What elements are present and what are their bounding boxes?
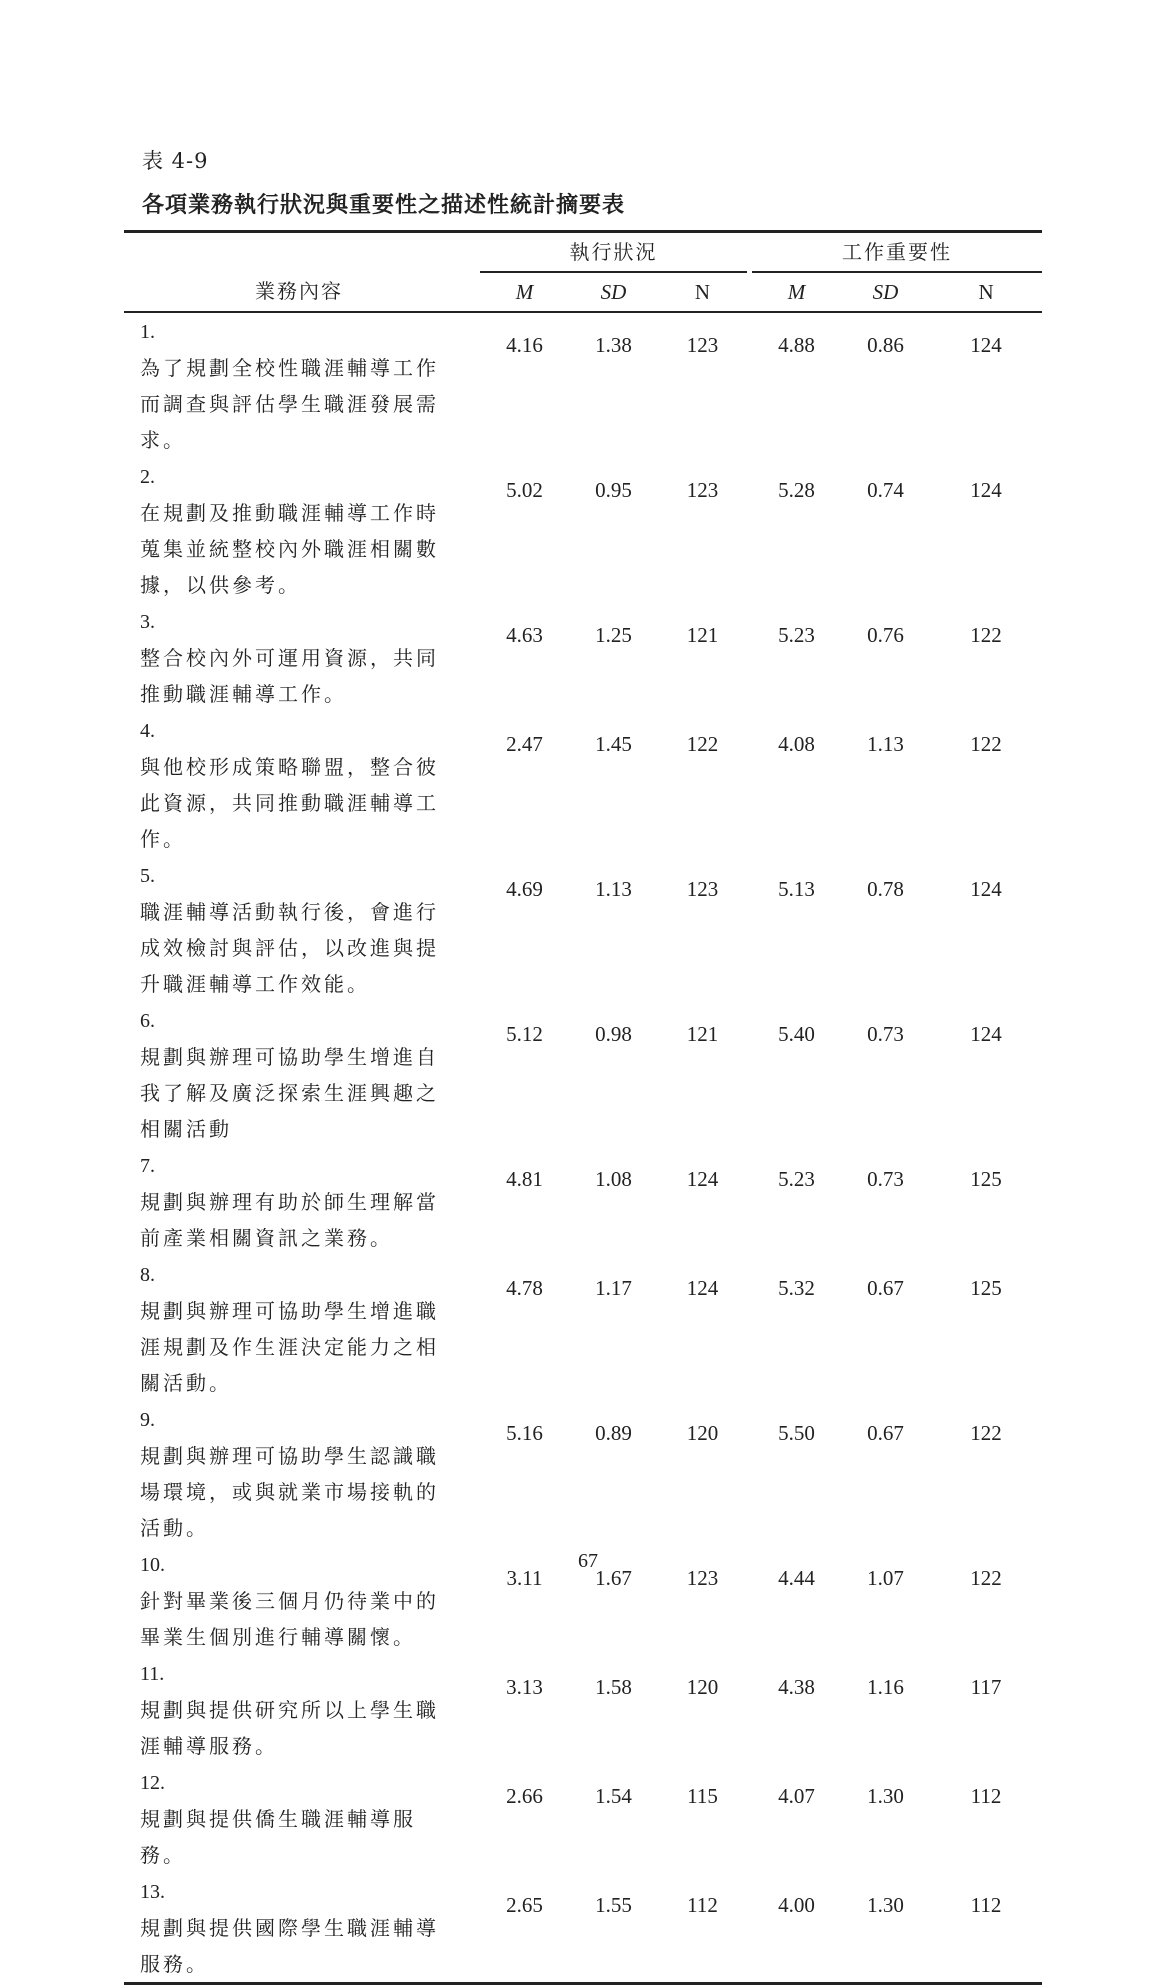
table-title: 各項業務執行狀況與重要性之描述性統計摘要表 [142,192,626,218]
item-cell [124,1002,474,1147]
exec-m-value: 4.81 [506,1167,543,1191]
exec-sd-value: 1.45 [595,732,632,756]
imp-n-value: 122 [970,623,1002,647]
table-row [124,312,1042,458]
exec-n-value: 123 [686,877,719,901]
table-row [124,857,1042,1002]
exec-m-value: 5.16 [506,1421,543,1445]
header-group-execution: 執行狀況 [480,232,747,273]
exec-sd-value: 1.13 [595,877,632,901]
item-number: 8. [140,1264,155,1286]
item-text: 規劃與提供僑生職涯輔導服務。 [140,1807,416,1867]
item-cell [124,857,474,1002]
header-imp-sd: SD [841,272,930,312]
imp-sd-value: 0.78 [867,877,904,901]
header-group-importance: 工作重要性 [752,232,1042,273]
imp-m-value: 4.00 [752,1873,841,1984]
imp-n-value: 122 [970,1421,1002,1445]
header-imp-n: N [930,272,1042,312]
exec-sd-value: 1.58 [595,1675,632,1699]
item-text: 規劃與辦理有助於師生理解當前產業相關資訊之業務。 [140,1190,439,1250]
exec-sd-value: 1.08 [595,1167,632,1191]
table-row [124,1002,1042,1147]
imp-m-value: 5.50 [778,1421,815,1445]
header-exec-sd: SD [569,272,658,312]
header-imp-m: M [752,272,841,312]
table-row [124,1147,1042,1256]
table-row [124,1764,1042,1873]
exec-sd-value: 1.54 [595,1784,632,1808]
exec-n-value: 122 [686,732,719,756]
header-blank [124,232,474,273]
stats-table [124,230,1042,1985]
item-cell [124,603,474,712]
imp-n-value: 112 [970,1784,1002,1808]
imp-sd-value: 1.16 [867,1675,904,1699]
exec-m-value: 3.11 [506,1566,543,1590]
imp-m-value: 4.44 [778,1566,815,1590]
imp-n-value: 124 [970,877,1002,901]
item-cell [124,1147,474,1256]
imp-sd-value: 0.86 [867,333,904,357]
imp-m-value: 4.08 [778,732,815,756]
table-label: 表 4-9 [142,149,209,173]
header-exec-n: N [658,272,747,312]
exec-n-value: 121 [686,623,719,647]
item-number: 4. [140,720,155,742]
exec-n-value: 124 [686,1276,719,1300]
item-text: 規劃與提供研究所以上學生職涯輔導服務。 [140,1698,439,1758]
imp-m-value: 5.28 [778,478,815,502]
page-number: 67 [578,1550,598,1572]
exec-m-value: 2.65 [480,1873,569,1984]
imp-sd-value: 0.67 [867,1276,904,1300]
item-cell [124,312,474,458]
imp-m-value: 5.23 [778,1167,815,1191]
exec-m-value: 3.13 [506,1675,543,1699]
exec-sd-value: 0.98 [595,1022,632,1046]
exec-m-value: 4.69 [506,877,543,901]
exec-n-value: 120 [686,1421,719,1445]
item-number: 10. [140,1554,165,1576]
table-row [124,1256,1042,1401]
imp-sd-value: 0.74 [867,478,904,502]
imp-sd-value: 1.13 [867,732,904,756]
item-text: 與他校形成策略聯盟，整合彼此資源，共同推動職涯輔導工作。 [140,755,439,851]
imp-n-value: 124 [970,1022,1002,1046]
item-text: 規劃與提供國際學生職涯輔導服務。 [140,1916,439,1976]
imp-n-value: 122 [970,1566,1002,1590]
exec-n-value: 123 [686,1566,719,1590]
item-cell [124,712,474,857]
item-text: 在規劃及推動職涯輔導工作時蒐集並統整校內外職涯相關數據，以供參考。 [140,501,439,597]
imp-sd-value: 0.67 [867,1421,904,1445]
imp-n-value: 124 [970,333,1002,357]
exec-m-value: 4.63 [506,623,543,647]
table-row [124,603,1042,712]
item-text: 針對畢業後三個月仍待業中的畢業生個別進行輔導關懷。 [140,1589,439,1649]
imp-sd-value: 1.30 [867,1784,904,1808]
imp-sd-value: 1.30 [841,1873,930,1984]
item-cell [124,1401,474,1546]
table-body [124,312,1042,1984]
imp-sd-value: 0.73 [867,1167,904,1191]
item-text: 為了規劃全校性職涯輔導工作而調查與評估學生職涯發展需求。 [140,356,439,452]
exec-n-value: 123 [686,333,719,357]
item-number: 11. [140,1663,165,1685]
imp-n-value: 125 [970,1276,1002,1300]
imp-m-value: 5.40 [778,1022,815,1046]
imp-m-value: 5.13 [778,877,815,901]
exec-n-value: 112 [658,1873,747,1984]
imp-m-value: 4.38 [778,1675,815,1699]
exec-n-value: 121 [686,1022,719,1046]
exec-m-value: 5.12 [506,1022,543,1046]
imp-sd-value: 0.73 [867,1022,904,1046]
imp-sd-value: 1.07 [867,1566,904,1590]
imp-n-value: 112 [930,1873,1042,1984]
imp-m-value: 5.32 [778,1276,815,1300]
exec-sd-value: 1.17 [595,1276,632,1300]
exec-sd-value: 0.89 [595,1421,632,1445]
item-number: 5. [140,865,155,887]
item-number: 1. [140,321,155,343]
item-cell [124,458,474,603]
imp-n-value: 117 [970,1675,1002,1699]
exec-sd-value: 1.67 [595,1566,632,1590]
table-row [124,712,1042,857]
exec-n-value: 124 [686,1167,719,1191]
table-row [124,1655,1042,1764]
item-cell [124,1764,474,1873]
item-number: 12. [140,1772,165,1794]
table-row [124,1401,1042,1546]
item-number: 13. [140,1881,165,1903]
imp-m-value: 4.88 [778,333,815,357]
exec-n-value: 123 [686,478,719,502]
exec-n-value: 115 [687,1784,718,1808]
imp-m-value: 5.23 [778,623,815,647]
exec-sd-value: 1.25 [595,623,632,647]
item-text: 職涯輔導活動執行後，會進行成效檢討與評估，以改進與提升職涯輔導工作效能。 [140,900,439,996]
exec-m-value: 4.78 [506,1276,543,1300]
item-number: 9. [140,1409,155,1431]
table-row [124,1873,1042,1984]
exec-m-value: 5.02 [506,478,543,502]
header-item-column: 業務內容 [124,272,474,312]
item-text: 規劃與辦理可協助學生增進職涯規劃及作生涯決定能力之相關活動。 [140,1299,439,1395]
header-exec-m: M [480,272,569,312]
item-text: 規劃與辦理可協助學生認識職場環境，或與就業市場接軌的活動。 [140,1444,439,1540]
exec-sd-value: 0.95 [595,478,632,502]
item-cell [124,1256,474,1401]
item-number: 7. [140,1155,155,1177]
item-number: 6. [140,1010,155,1032]
exec-n-value: 120 [686,1675,719,1699]
exec-m-value: 2.66 [506,1784,543,1808]
item-cell [124,1873,474,1984]
table-row [124,458,1042,603]
exec-sd-value: 1.55 [569,1873,658,1984]
item-number: 3. [140,611,155,633]
item-text: 整合校內外可運用資源，共同推動職涯輔導工作。 [140,646,439,706]
imp-m-value: 4.07 [778,1784,815,1808]
item-number: 2. [140,466,155,488]
exec-sd-value: 1.38 [595,333,632,357]
item-cell [124,1655,474,1764]
imp-sd-value: 0.76 [867,623,904,647]
imp-n-value: 122 [970,732,1002,756]
exec-m-value: 2.47 [506,732,543,756]
exec-m-value: 4.16 [506,333,543,357]
imp-n-value: 124 [970,478,1002,502]
item-text: 規劃與辦理可協助學生增進自我了解及廣泛探索生涯興趣之相關活動 [140,1045,439,1141]
imp-n-value: 125 [970,1167,1002,1191]
